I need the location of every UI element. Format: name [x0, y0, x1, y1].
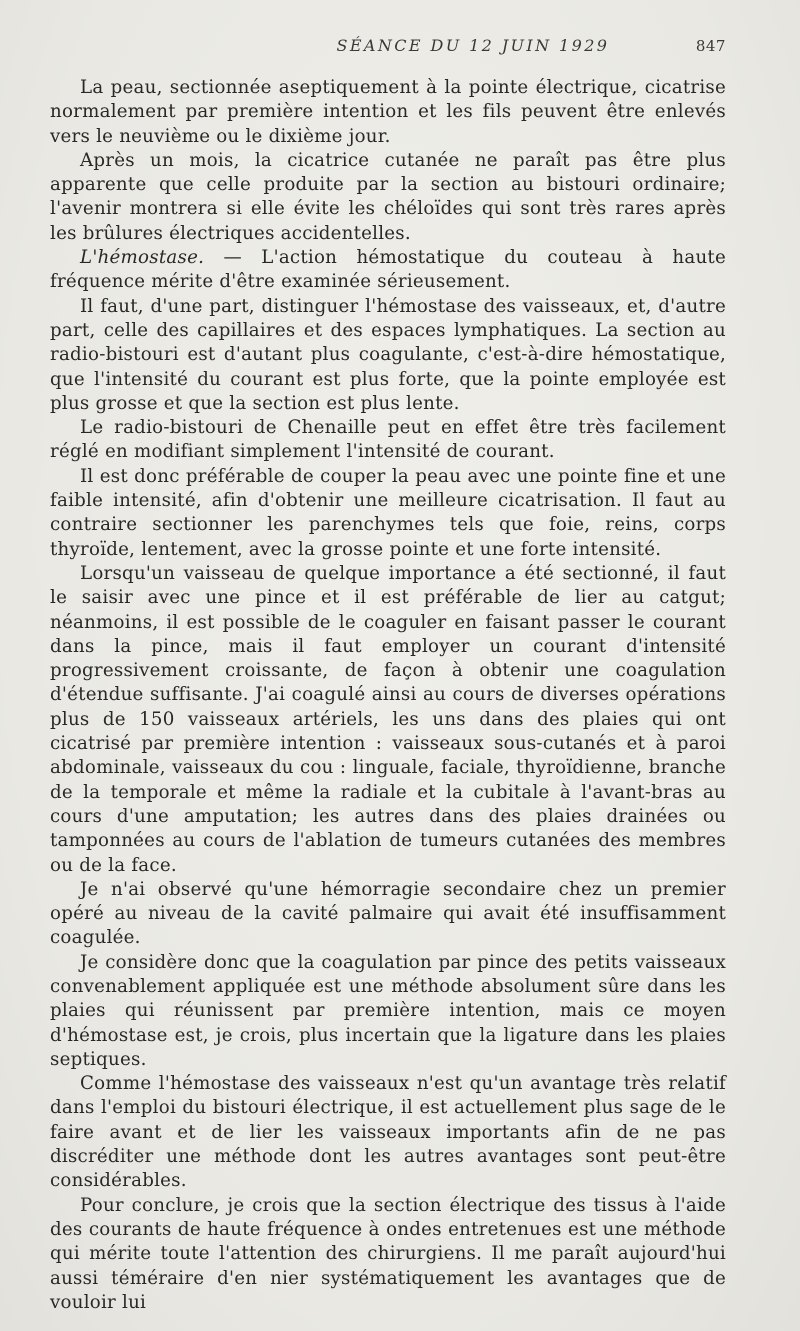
paragraph: Comme l'hémostase des vaisseaux n'est qu'un avantage très relatif dans l'emploi du bistouri électrique, il est actuellement plus sage de le faire avant et de lier les vaisseaux importants afin de ne pas discréditer une méthode dont les autres avantages sont peut-être considérables.: [50, 1073, 726, 1192]
paragraph: Le radio-bistouri de Chenaille peut en effet être très facilement réglé en modifiant simplement l'intensité de courant.: [50, 417, 726, 463]
paragraph: Lorsqu'un vaisseau de quelque importance a été sectionné, il faut le saisir avec une pince et il est préférable de lier au catgut; néanmoins, il est possible de le coaguler en faisant passer le courant dans la pince, mais il faut employer un courant d'intensité progressivement croissante, de façon à obtenir une coagulation d'étendue suffisante. J'ai coagulé ainsi au cours de diverses opérations plus de 150 vaisseaux artériels, les uns dans des plaies qui ont cicatrisé par première intention : vaisseaux sous-cutanés et à paroi abdominale, vaisseaux du cou : linguale, faciale, thyroïdienne, branche de la temporale et même la radiale et la cubitale à l'avant-bras au cours d'une amputation; les autres dans des plaies drainées ou tamponnées au cours de l'ablation de tumeurs cutanées des membres ou de la face.: [50, 562, 726, 876]
body-text: [50, 76, 726, 1315]
paragraph-text: — L'action hémostatique du couteau à haute fréquence mérite d'être examinée sérieusement.: [50, 247, 726, 293]
paragraph: La peau, sectionnée aseptiquement à la pointe électrique, cicatrise normalement par première intention et les fils peuvent être enlevés vers le neuvième ou le dixième jour.: [50, 77, 726, 147]
running-title: SÉANCE DU 12 JUIN 1929: [336, 36, 610, 55]
paragraph-hemostase: [50, 246, 726, 295]
section-heading: L'hémostase.: [80, 247, 205, 269]
paragraph: Après un mois, la cicatrice cutanée ne paraît pas être plus apparente que celle produite par la section au bistouri ordinaire; l'avenir montrera si elle évite les chéloïdes qui sont très rares après les brûlures électriques accidentelles.: [50, 149, 726, 244]
page-header: [50, 36, 726, 76]
paragraph: Pour conclure, je crois que la section électrique des tissus à l'aide des courants de haute fréquence à ondes entretenues est une méthode qui mérite toute l'attention des chirurgiens. Il me paraît aujourd'hui aussi téméraire d'en nier systématiquement les avantages que de vouloir lui: [50, 1194, 726, 1313]
paragraph: Il faut, d'une part, distinguer l'hémostase des vaisseaux, et, d'autre part, celle des capillaires et des espaces lymphatiques. La section au radio-bistouri est d'autant plus coagulante, c'est-à-dire hémostatique, que l'intensité du courant est plus forte, que la pointe employée est plus grosse et que la section est plus lente.: [50, 295, 726, 414]
paragraph: Je n'ai observé qu'une hémorragie secondaire chez un premier opéré au niveau de la cavité palmaire qui avait été insuffisamment coagulée.: [50, 878, 726, 949]
paragraph: Il est donc préférable de couper la peau avec une pointe fine et une faible intensité, afin d'obtenir une meilleure cicatrisation. Il faut au contraire sectionner les parenchymes tels que foie, reins, corps thyroïde, lentement, avec la grosse pointe et une forte intensité.: [50, 465, 726, 560]
paragraph: Je considère donc que la coagulation par pince des petits vaisseaux convenablement appliquée est une méthode absolument sûre dans les plaies qui réunissent par première intention, mais ce moyen d'hémostase est, je crois, plus incertain que la ligature dans les plaies septiques.: [50, 951, 726, 1070]
page-number: 847: [695, 37, 726, 55]
